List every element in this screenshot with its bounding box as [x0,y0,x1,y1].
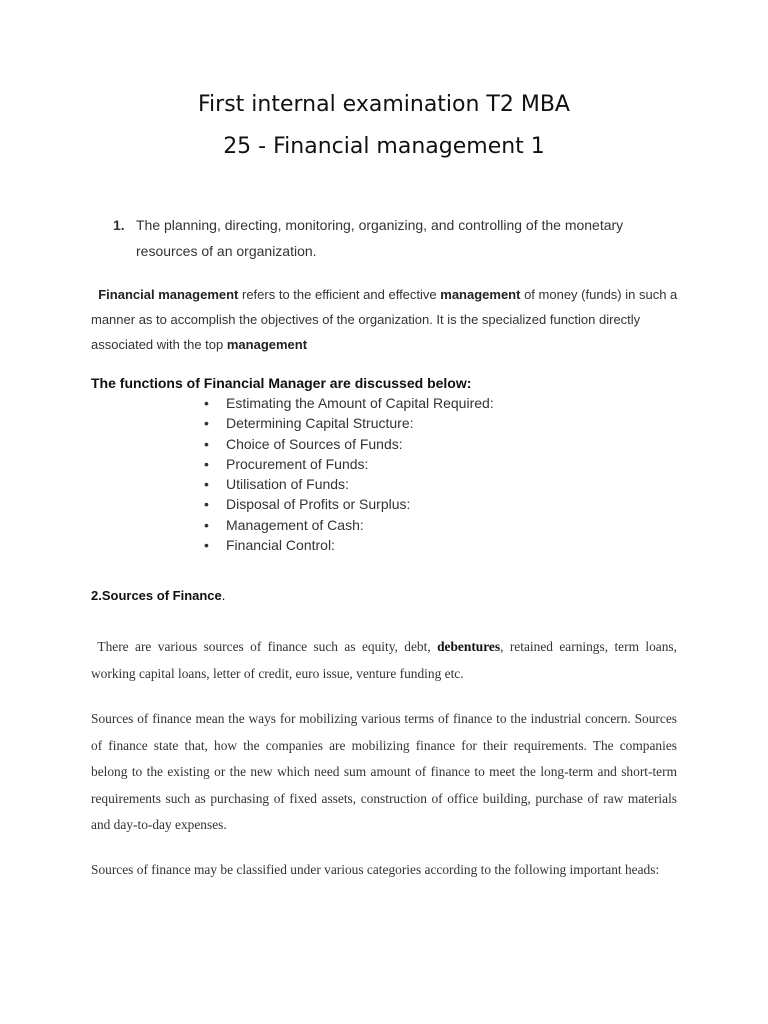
list-item: • Utilisation of Funds: [204,474,494,494]
list-item: • Management of Cash: [204,515,494,535]
definition-paragraph [91,282,691,357]
bullet-icon: • [204,476,209,493]
list-item: • Financial Control: [204,535,494,555]
bullet-icon: • [204,395,209,411]
bullet-icon: • [204,496,209,513]
list-item: • Choice of Sources of Funds: [204,434,494,454]
sources-meaning-paragraph: Sources of finance mean the ways for mobilizing various terms of finance to the industrial concern. Sources of finance state that, how the companies are mobilizing finance for their requirements. The companies belong to the existing or the new which need sum amount of finance to meet the long-term and short-term requirements such as purchasing of fixed assets, construction of office building, purchase of raw materials and day-to-day expenses. [91,711,677,832]
document-subtitle: 25 - Financial management 1 [223,134,545,159]
question-1-number: 1. [113,217,125,233]
bullet-icon: • [204,516,209,533]
functions-list [204,393,494,555]
term-financial-management: Financial management [98,287,239,302]
bullet-icon: • [204,415,209,432]
list-item: • Estimating the Amount of Capital Required: [204,393,494,413]
bullet-icon: • [204,435,209,452]
list-item: • Determining Capital Structure: [204,413,494,433]
sources-intro-paragraph: There are various sources of finance such as equity, debt, debentures, retained earnings, term loans, working capital loans, letter of credit, euro issue, venture funding etc. [91,639,677,681]
list-item: • Procurement of Funds: [204,454,494,474]
list-item: • Disposal of Profits or Surplus: [204,494,494,514]
bullet-icon: • [204,455,209,472]
term-management-2: management [226,337,308,352]
definition-text-1: refers to the efficient and effective [238,287,441,302]
functions-heading: The functions of Financial Manager are discussed below: [91,375,472,391]
sources-classification-paragraph: Sources of finance may be classified under various categories according to the following important heads: [91,862,660,877]
document-title: First internal examination T2 MBA [197,92,570,117]
term-debentures: debentures [437,639,501,654]
term-management-1: management [440,287,521,302]
question-1 [113,212,673,264]
definition-text-2: of money (funds) in such a manner as to accomplish the objectives of the organization. It is the specialized function directly associated with the top [91,287,678,352]
question-1-text: The planning, directing, monitoring, organizing, and controlling of the monetary resources of an organization. [136,217,624,259]
bullet-icon: • [204,537,209,554]
section-2-heading: 2.Sources of Finance. [91,588,226,603]
